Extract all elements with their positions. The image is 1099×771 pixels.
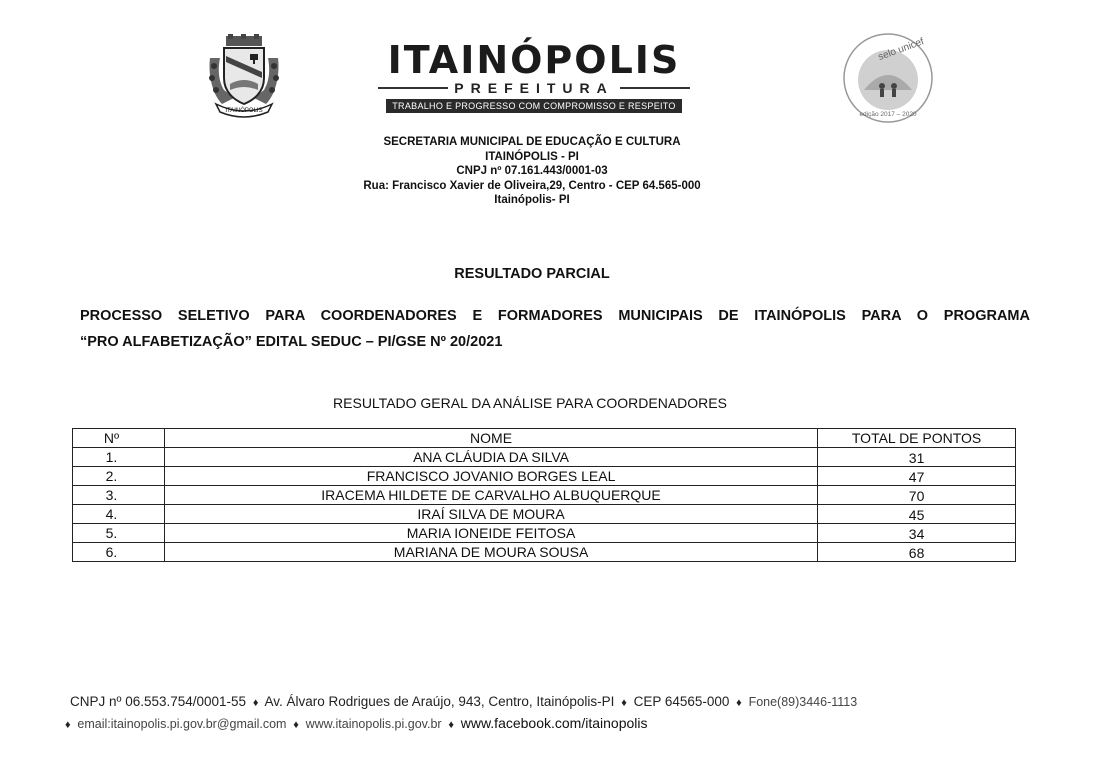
table-row bbox=[73, 486, 1016, 505]
table-row bbox=[73, 467, 1016, 486]
municipal-coat-of-arms-icon bbox=[204, 34, 284, 118]
table-caption: RESULTADO GERAL DA ANÁLISE PARA COORDENADORES bbox=[333, 395, 727, 411]
brand-sub: PREFEITURA bbox=[454, 80, 614, 96]
row-number: 1. bbox=[73, 448, 165, 467]
process-title bbox=[80, 303, 1030, 355]
footer-email-link[interactable]: email:itainopolis.pi.gov.br@gmail.com bbox=[77, 717, 287, 731]
footer-separator-icon: ♦ bbox=[621, 697, 627, 709]
row-number: 6. bbox=[73, 543, 165, 562]
secretariat-header bbox=[0, 135, 1064, 208]
row-total: 68 bbox=[818, 543, 1016, 562]
secretariat-name: SECRETARIA MUNICIPAL DE EDUCAÇÃO E CULTURA bbox=[383, 136, 681, 148]
row-name: IRAÍ SILVA DE MOURA bbox=[164, 505, 817, 524]
unicef-seal-icon bbox=[840, 30, 936, 126]
row-number: 3. bbox=[73, 486, 165, 505]
row-number: 5. bbox=[73, 524, 165, 543]
footer-separator-icon: ♦ bbox=[293, 719, 299, 731]
brand-rule bbox=[378, 87, 448, 89]
svg-text:selo unicef: selo unicef bbox=[876, 36, 926, 63]
secretariat-address: Rua: Francisco Xavier de Oliveira,29, Centro - CEP 64.565-000 bbox=[363, 179, 701, 192]
footer-separator-icon: ♦ bbox=[252, 697, 259, 709]
row-total: 45 bbox=[818, 505, 1016, 524]
results-table bbox=[72, 428, 1016, 562]
footer-address: Av. Álvaro Rodrigues de Araújo, 943, Centro, Itainópolis-PI bbox=[264, 694, 615, 709]
brand-name: ITAINÓPOLIS bbox=[387, 38, 681, 82]
row-total: 70 bbox=[818, 486, 1016, 505]
header-name: NOME bbox=[164, 429, 817, 448]
footer-cep: CEP 64565-000 bbox=[633, 694, 730, 709]
table-row bbox=[73, 543, 1016, 562]
secretariat-city-state: Itainópolis- PI bbox=[494, 194, 570, 206]
prefeitura-logo bbox=[378, 40, 690, 114]
row-number: 2. bbox=[73, 467, 165, 486]
footer-cnpj: CNPJ nº 06.553.754/0001-55 bbox=[70, 694, 247, 709]
table-row bbox=[73, 505, 1016, 524]
process-title-line-2: “PRO ALFABETIZAÇÃO” EDITAL SEDUC – PI/GSE Nº 20/2021 bbox=[80, 334, 503, 350]
footer-separator-icon: ♦ bbox=[448, 719, 454, 731]
svg-text:edição 2017 – 2020: edição 2017 – 2020 bbox=[859, 111, 917, 118]
row-total: 34 bbox=[818, 524, 1016, 543]
row-total: 47 bbox=[818, 467, 1016, 486]
result-title: RESULTADO PARCIAL bbox=[454, 266, 610, 282]
row-name: ANA CLÁUDIA DA SILVA bbox=[164, 448, 817, 467]
row-name: MARIANA DE MOURA SOUSA bbox=[164, 543, 817, 562]
header-total: TOTAL DE PONTOS bbox=[818, 429, 1016, 448]
table-header-row bbox=[73, 429, 1016, 448]
footer-line-2 bbox=[62, 713, 1010, 735]
brand-sub-row bbox=[378, 80, 690, 96]
footer bbox=[65, 692, 1010, 735]
footer-phone: Fone(89)3446-1113 bbox=[748, 695, 858, 709]
footer-line-1 bbox=[70, 692, 1010, 713]
row-name: IRACEMA HILDETE DE CARVALHO ALBUQUERQUE bbox=[164, 486, 817, 505]
table-row bbox=[73, 448, 1016, 467]
secretariat-cnpj: CNPJ nº 07.161.443/0001-03 bbox=[456, 165, 608, 177]
table-row bbox=[73, 524, 1016, 543]
footer-separator-icon: ♦ bbox=[65, 719, 71, 731]
process-title-line-1: PROCESSO SELETIVO PARA COORDENADORES E FORMADORES MUNICIPAIS DE ITAINÓPOLIS PARA O PROGRAMA bbox=[80, 308, 1030, 324]
row-name: MARIA IONEIDE FEITOSA bbox=[164, 524, 817, 543]
footer-website-link[interactable]: www.itainopolis.pi.gov.br bbox=[305, 717, 442, 731]
svg-text:ITAINÓPOLIS: ITAINÓPOLIS bbox=[225, 108, 263, 114]
brand-rule bbox=[620, 87, 690, 89]
header-number: Nº bbox=[73, 429, 165, 448]
row-total: 31 bbox=[818, 448, 1016, 467]
brand-slogan: TRABALHO E PROGRESSO COM COMPROMISSO E RESPEITO bbox=[386, 99, 681, 113]
row-number: 4. bbox=[73, 505, 165, 524]
secretariat-city: ITAINÓPOLIS - PI bbox=[485, 150, 579, 163]
row-name: FRANCISCO JOVANIO BORGES LEAL bbox=[164, 467, 817, 486]
footer-separator-icon: ♦ bbox=[736, 697, 742, 709]
footer-facebook-link[interactable]: www.facebook.com/itainopolis bbox=[460, 715, 648, 731]
